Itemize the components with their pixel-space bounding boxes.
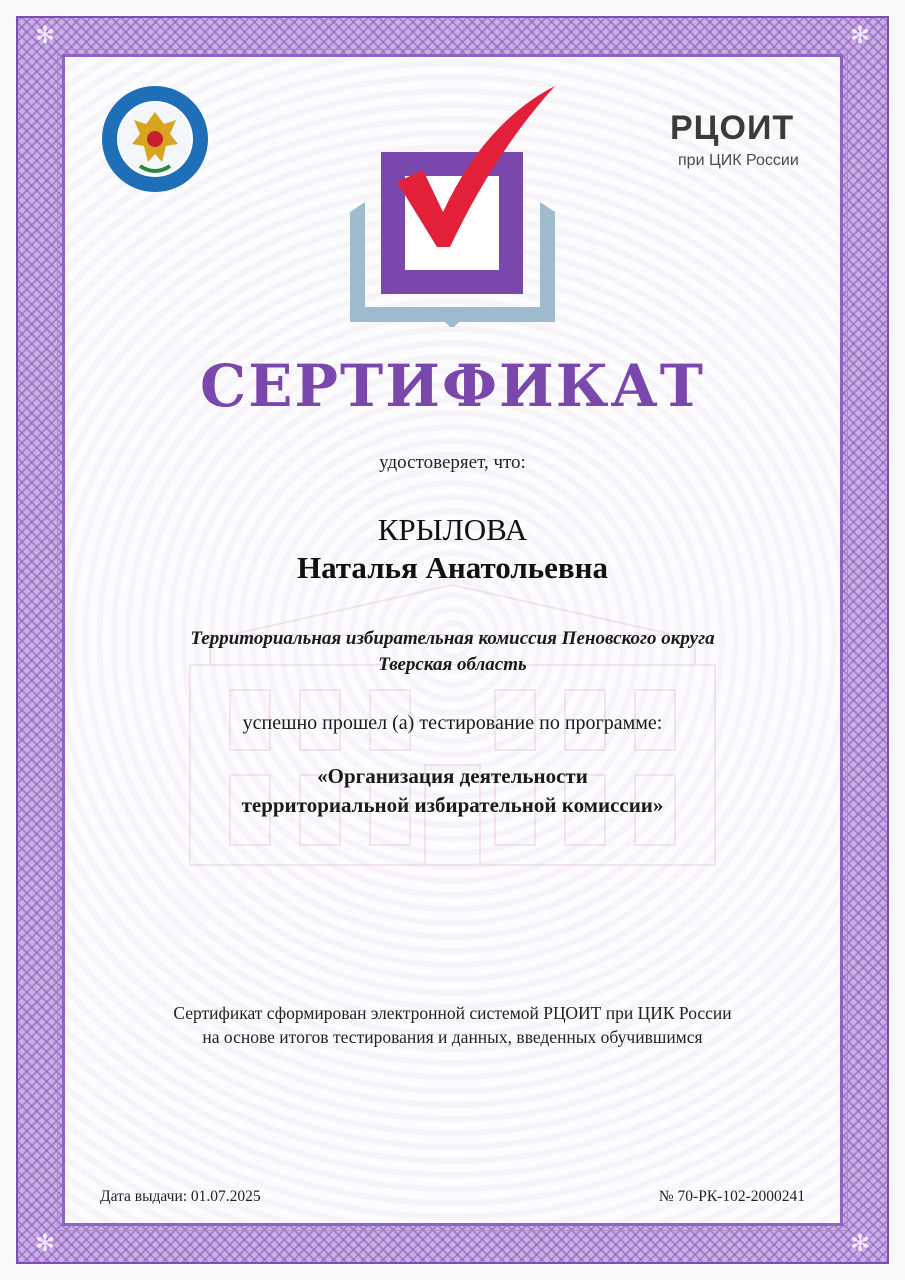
certificate-title: СЕРТИФИКАТ [200,352,705,420]
corner-star-icon: ✻ [34,1229,56,1257]
recipient-surname: КРЫЛОВА [377,512,528,547]
generation-note-line1: Сертификат сформирован электронной системой РЦОИТ при ЦИК России [173,1003,732,1023]
generation-note-line2: на основе итогов тестирования и данных, введенных обучившимся [202,1027,703,1047]
program-title-line2: территориальной избирательной комиссии» [241,793,664,817]
issue-date: Дата выдачи: 01.07.2025 [100,1188,261,1205]
certifies-text: удостоверяет, что: [379,452,526,473]
org-logo-title: РЦОИТ [670,109,795,147]
corner-star-icon: ✻ [849,1229,871,1257]
corner-star-icon: ✻ [849,21,871,49]
org-logo-subtitle: при ЦИК России [678,152,799,169]
program-title-line1: «Организация деятельности [317,764,588,788]
checkbox-emblem-icon [345,82,560,327]
passed-text: успешно прошел (а) тестирование по программе: [242,712,663,734]
organization-region: Тверская область [378,654,527,675]
certificate-number: № 70-РК-102-2000241 [658,1188,805,1205]
cec-seal-icon [100,84,210,194]
organization-name: Территориальная избирательная комиссия Пеновского округа [190,628,715,649]
org-logo [670,110,810,170]
recipient-given-names: Наталья Анатольевна [297,550,608,585]
corner-star-icon: ✻ [34,21,56,49]
